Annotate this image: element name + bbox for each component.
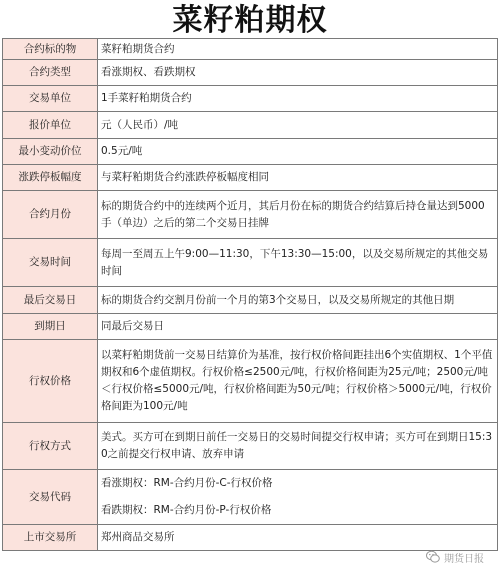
row-label: 交易单位	[3, 86, 98, 112]
table-row	[3, 165, 498, 191]
row-label: 合约月份	[3, 191, 98, 239]
table-row	[3, 191, 498, 239]
row-label: 交易代码	[3, 470, 98, 525]
table-row	[3, 139, 498, 165]
row-label: 上市交易所	[3, 525, 98, 551]
row-value: 标的期货合约交割月份前一个月的第3个交易日，以及交易所规定的其他日期	[98, 287, 498, 314]
table-row	[3, 314, 498, 340]
row-value: 每周一至周五上午9:00—11:30，下午13:30—15:00，以及交易所规定的其他交易时间	[98, 239, 498, 287]
table-row	[3, 470, 498, 525]
row-value: 1手菜籽粕期货合约	[98, 86, 498, 112]
row-label: 最后交易日	[3, 287, 98, 314]
row-value: 与菜籽粕期货合约涨跌停板幅度相同	[98, 165, 498, 191]
row-value: 菜籽粕期货合约	[98, 39, 498, 60]
row-label: 交易时间	[3, 239, 98, 287]
watermark	[426, 549, 484, 565]
table-row	[3, 60, 498, 86]
row-value: 看涨期权、看跌期权	[98, 60, 498, 86]
row-value: 元（人民币）/吨	[98, 112, 498, 139]
table-row	[3, 340, 498, 423]
row-value: 同最后交易日	[98, 314, 498, 340]
table-row	[3, 39, 498, 60]
table-row	[3, 287, 498, 314]
page-title: 菜籽粕期权	[172, 3, 328, 38]
row-value: 标的期货合约中的连续两个近月，其后月份在标的期货合约结算后持仓量达到5000手（单边）之后的第二个交易日挂牌	[98, 191, 498, 239]
row-value: 郑州商品交易所	[98, 525, 498, 551]
row-value: 美式。买方可在到期日前任一交易日的交易时间提交行权申请；买方可在到期日15:30之前提交行权申请、放弃申请	[98, 423, 498, 470]
row-value: 0.5元/吨	[98, 139, 498, 165]
watermark-text: 期货日报	[444, 553, 484, 565]
row-value: 以菜籽粕期货前一交易日结算价为基准，按行权价格间距挂出6个实值期权、1个平值期权和6个虚值期权。行权价格≤2500元/吨，行权价格间距为25元/吨；2500元/吨＜行权价格≤5000元/吨，行权价格间距为50元/吨；行权价格＞5000元/吨，行权价格间距为100元/吨	[98, 340, 498, 423]
row-value: 看涨期权：RM-合约月份-C-行权价格 看跌期权：RM-合约月份-P-行权价格	[98, 470, 498, 525]
table-row	[3, 112, 498, 139]
row-label: 合约类型	[3, 60, 98, 86]
table-row	[3, 423, 498, 470]
row-label: 行权方式	[3, 423, 98, 470]
row-label: 报价单位	[3, 112, 98, 139]
row-label: 涨跌停板幅度	[3, 165, 98, 191]
table-row	[3, 86, 498, 112]
row-label: 合约标的物	[3, 39, 98, 60]
table-row	[3, 525, 498, 551]
row-label: 最小变动价位	[3, 139, 98, 165]
row-label: 到期日	[3, 314, 98, 340]
spec-table	[2, 38, 498, 551]
wechat-icon	[426, 550, 440, 564]
row-label: 行权价格	[3, 340, 98, 423]
table-row	[3, 239, 498, 287]
